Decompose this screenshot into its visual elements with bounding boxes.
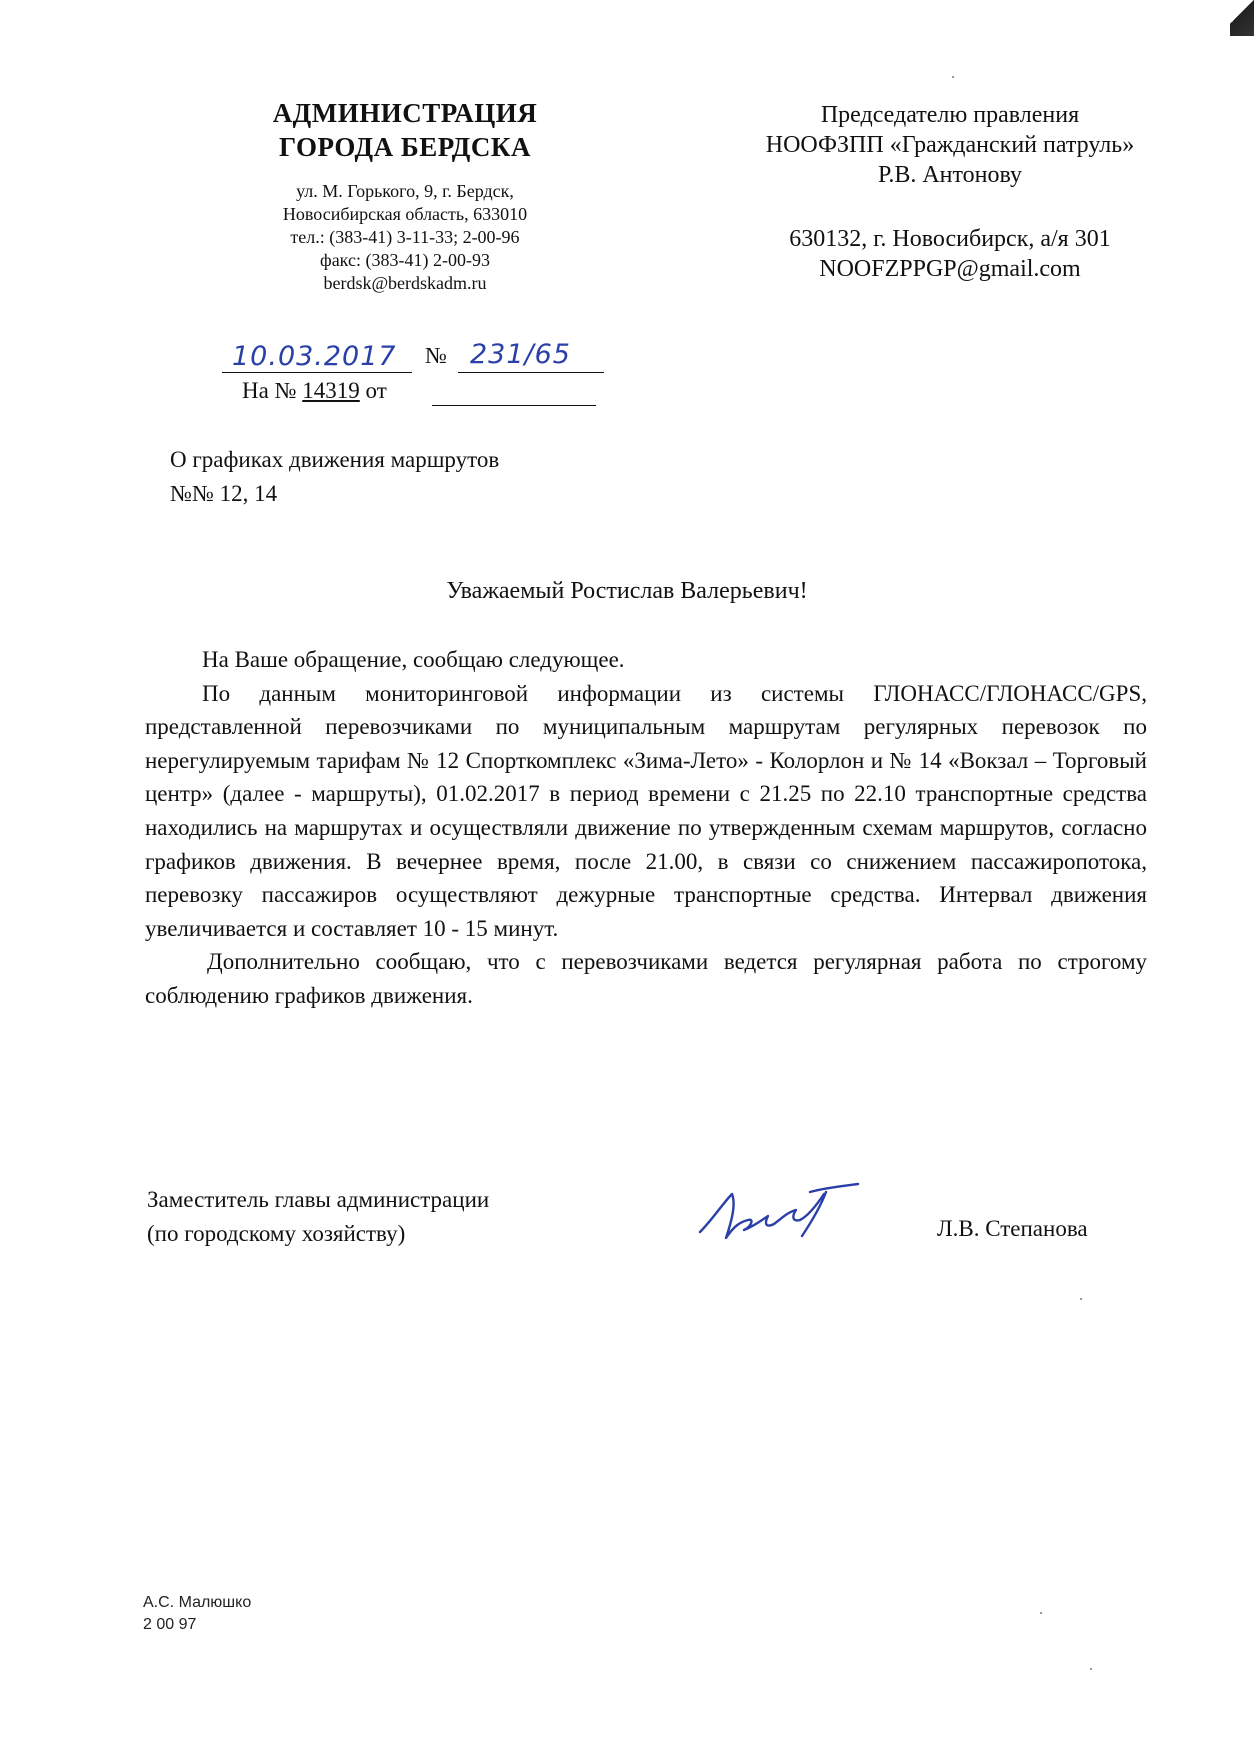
scan-corner-artifact [1230,0,1254,36]
body-paragraph-2: По данным мониторинговой информации из системы ГЛОНАСС/ГЛОНАСС/GPS, представленной перевозчиками по муниципальным маршрутам регулярных перевозок по нерегулируемым тарифам № 12 Спорткомплекс «Зима-Лето» - Колорлон и № 14 «Вокзал – Торговый центр» (далее - маршруты), 01.02.2017 в период времени с 21.25 по 22.10 транспортные средства находились на маршрутах и осуществляли движение по утвержденным схемам маршрутов, согласно графиков движения. В вечернее время, после 21.00, в связи со снижением пассажиропотока, перевозку пассажиров осуществляют дежурные транспортные средства. Интервал движения увеличивается и составляет 10 - 15 минут. [145,680,1147,941]
recipient-postal: 630132, г. Новосибирск, а/я 301 [789,226,1111,252]
letter-body [145,643,1147,1013]
executor-phone: 2 00 97 [143,1616,197,1633]
reply-number: 14319 [302,378,360,403]
from-date-blank [432,405,596,406]
executor-info [143,1592,251,1636]
subject-line1: О графиках движения маршрутов [170,447,500,472]
handwritten-number: 231/65 [470,339,571,370]
sender-org-line1: АДМИНИСТРАЦИЯ [272,98,538,128]
signatory-title-line1: Заместитель главы администрации [147,1187,490,1212]
scan-speck [1040,1612,1042,1614]
number-label: № [425,343,447,368]
signatory-title-line2: (по городскому хозяйству) [147,1221,406,1246]
number-underline [458,372,604,373]
sender-fax: факс: (383-41) 2-00-93 [320,250,490,270]
subject-line2: №№ 12, 14 [170,481,278,506]
recipient-block [700,100,1200,284]
body-paragraph-3: Дополнительно сообщаю, что с перевозчиками ведется регулярная работа по строгому соблюдению графиков движения. [145,949,1147,1008]
body-paragraph-1: На Ваше обращение, сообщаю следующее. [202,647,625,672]
executor-name: А.С. Малюшко [143,1594,252,1611]
recipient-line3: Р.В. Антонову [877,162,1023,188]
recipient-line2: НООФЗПП «Гражданский патруль» [765,132,1135,158]
scan-speck [1090,1668,1092,1670]
greeting: Уважаемый Ростислав Валерьевич! [446,578,808,604]
reply-reference [242,378,387,404]
sender-org-line2: ГОРОДА БЕРДСКА [279,132,531,162]
sender-address [200,180,610,295]
scan-speck [1080,1298,1082,1300]
handwritten-date: 10.03.2017 [232,341,397,372]
reply-label: На № [242,378,297,403]
signatory-title [147,1183,489,1251]
sender-phone: тел.: (383-41) 3-11-33; 2-00-96 [290,227,520,247]
recipient-line1: Председателю правления [820,102,1080,128]
scan-speck [952,76,954,78]
sender-address-line1: ул. М. Горького, 9, г. Бердск, [296,181,514,201]
handwritten-signature [692,1180,862,1250]
subject [170,443,499,511]
sender-address-line2: Новосибирская область, 633010 [282,204,528,224]
date-underline [222,372,412,373]
from-label: от [365,378,387,403]
signatory-name: Л.В. Степанова [937,1216,1088,1241]
sender-email: berdsk@berdskadm.ru [323,273,487,293]
recipient-email: NOOFZPPGP@gmail.com [819,256,1081,282]
sender-block [200,96,610,295]
